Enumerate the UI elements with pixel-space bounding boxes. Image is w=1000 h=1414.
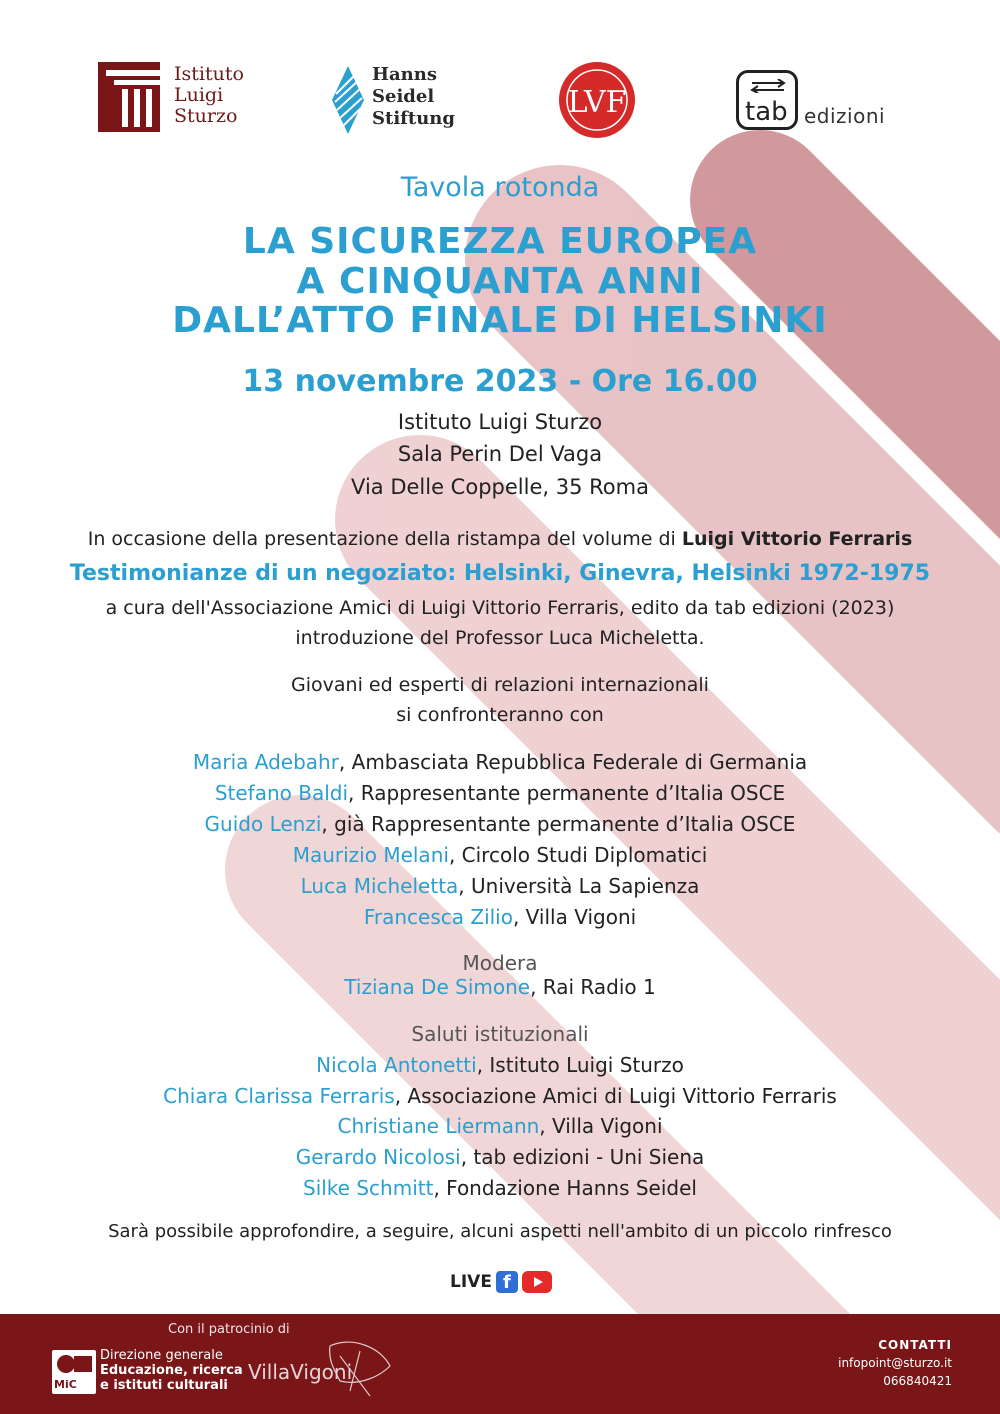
- tab-word: tab: [745, 97, 788, 127]
- intro-line: introduzione del Professor Luca Micheletta.: [295, 627, 705, 649]
- curated-line: a cura dell'Associazione Amici di Luigi Vittorio Ferraris, edito da tab edizioni (2023): [105, 597, 895, 619]
- moderator-name: Tiziana De Simone: [344, 975, 531, 999]
- sturzo-emblem-icon: [98, 62, 168, 134]
- speaker-name: Stefano Baldi: [214, 781, 349, 805]
- lvf-letters: LVF: [567, 85, 627, 120]
- greetings-label: Saluti istituzionali: [411, 1022, 589, 1046]
- speaker-row: [0, 843, 1000, 867]
- speaker-row: [0, 750, 1000, 774]
- sturzo-logo-text: Istituto Luigi Sturzo: [174, 63, 244, 127]
- greeting-name: Gerardo Nicolosi: [295, 1145, 461, 1169]
- patrocinio-label: Con il patrocinio di: [168, 1322, 290, 1337]
- greeting-row: [0, 1176, 1000, 1200]
- venue-line-3: Via Delle Coppelle, 35 Roma: [351, 475, 649, 499]
- book-title: Testimonianze di un negoziato: Helsinki, Ginevra, Helsinki 1972-1975: [69, 561, 931, 586]
- venue-line-1: Istituto Luigi Sturzo: [397, 410, 603, 434]
- speaker-role: , Circolo Studi Diplomatici: [448, 843, 708, 867]
- hanns-seidel-emblem-icon: [330, 64, 366, 136]
- speaker-row: [0, 905, 1000, 929]
- greeting-role: , Istituto Luigi Sturzo: [476, 1053, 684, 1077]
- live-streaming-row: [450, 1269, 552, 1295]
- villa-vigoni-logo: [240, 1336, 410, 1406]
- lvf-seal-icon: [553, 50, 641, 154]
- moderator-label: Modera: [462, 951, 538, 975]
- greeting-name: Chiara Clarissa Ferraris: [163, 1084, 395, 1108]
- greeting-name: Christiane Liermann: [337, 1114, 540, 1138]
- contact-email[interactable]: infopoint@sturzo.it: [838, 1356, 952, 1370]
- greeting-name: Silke Schmitt: [303, 1176, 434, 1200]
- speaker-role: , già Rappresentante permanente d’Italia OSCE: [321, 812, 796, 836]
- speaker-name: Luca Micheletta: [300, 874, 459, 898]
- speaker-name: Maurizio Melani: [292, 843, 449, 867]
- logo-associazione-lvf: [553, 50, 641, 154]
- logo-tab-edizioni: [736, 70, 906, 134]
- greeting-role: , Fondazione Hanns Seidel: [433, 1176, 697, 1200]
- contacts-title: CONTATTI: [878, 1338, 952, 1352]
- occasion-prefix: In occasione della presentazione della ristampa del volume di: [87, 528, 682, 550]
- mic-label: MiC: [54, 1378, 77, 1391]
- event-subtitle: Tavola rotonda: [400, 172, 600, 203]
- venue-line-2: Sala Perin Del Vaga: [397, 442, 603, 466]
- title-line-2: A CINQUANTA ANNI: [296, 261, 704, 302]
- tab-logo-box: [736, 70, 798, 130]
- title-line-1: LA SICUREZZA EUROPEA: [242, 221, 758, 262]
- panel-intro-line-2: si confronteranno con: [396, 704, 604, 726]
- mic-logo: [52, 1350, 96, 1394]
- moderator-role: , Rai Radio 1: [530, 975, 656, 999]
- speaker-name: Guido Lenzi: [204, 812, 322, 836]
- speaker-row: [0, 781, 1000, 805]
- speaker-row: [0, 874, 1000, 898]
- author-name: Luigi Vittorio Ferraris: [681, 528, 913, 550]
- live-label: LIVE: [450, 1272, 492, 1292]
- speaker-role: , Villa Vigoni: [512, 905, 637, 929]
- contact-phone[interactable]: 066840421: [883, 1374, 952, 1388]
- occasion-line: [0, 528, 1000, 550]
- greeting-row: [0, 1053, 1000, 1077]
- greeting-role: , Villa Vigoni: [539, 1114, 663, 1138]
- moderator-row: [0, 975, 1000, 999]
- greeting-role: , Associazione Amici di Luigi Vittorio Ferraris: [394, 1084, 837, 1108]
- closing-note: Sarà possibile approfondire, a seguire, alcuni aspetti nell'ambito di un piccolo rinfresco: [108, 1221, 892, 1242]
- greeting-role: , tab edizioni - Uni Siena: [460, 1145, 705, 1169]
- speaker-role: , Ambasciata Repubblica Federale di Germania: [338, 750, 808, 774]
- youtube-icon[interactable]: [522, 1271, 552, 1293]
- facebook-icon[interactable]: f: [496, 1271, 518, 1293]
- contacts-block: [838, 1336, 952, 1390]
- greeting-row: [0, 1084, 1000, 1108]
- logo-hanns-seidel: [330, 64, 470, 138]
- villa-vigoni-text: VillaVigoni: [248, 1360, 353, 1384]
- footer-bar: [0, 1314, 1000, 1414]
- greeting-row: [0, 1114, 1000, 1138]
- logo-istituto-sturzo: [98, 62, 258, 134]
- hanns-seidel-logo-text: Hanns Seidel Stiftung: [372, 64, 455, 129]
- speaker-row: [0, 812, 1000, 836]
- speaker-role: , Università La Sapienza: [458, 874, 700, 898]
- speaker-name: Francesca Zilio: [363, 905, 513, 929]
- panel-intro-line-1: Giovani ed esperti di relazioni internazionali: [291, 674, 709, 696]
- tab-edizioni-text: edizioni: [804, 104, 886, 128]
- greeting-name: Nicola Antonetti: [316, 1053, 477, 1077]
- direzione-text: Direzione generale Educazione, ricerca e istituti culturali: [100, 1348, 243, 1393]
- arrows-icon: [748, 79, 788, 93]
- greeting-row: [0, 1145, 1000, 1169]
- speaker-role: , Rappresentante permanente d’Italia OSCE: [348, 781, 786, 805]
- event-date: 13 novembre 2023 - Ore 16.00: [242, 364, 758, 399]
- mic-emblem-icon: [52, 1350, 96, 1380]
- speaker-name: Maria Adebahr: [192, 750, 339, 774]
- title-line-3: DALL’ATTO FINALE DI HELSINKI: [172, 300, 828, 341]
